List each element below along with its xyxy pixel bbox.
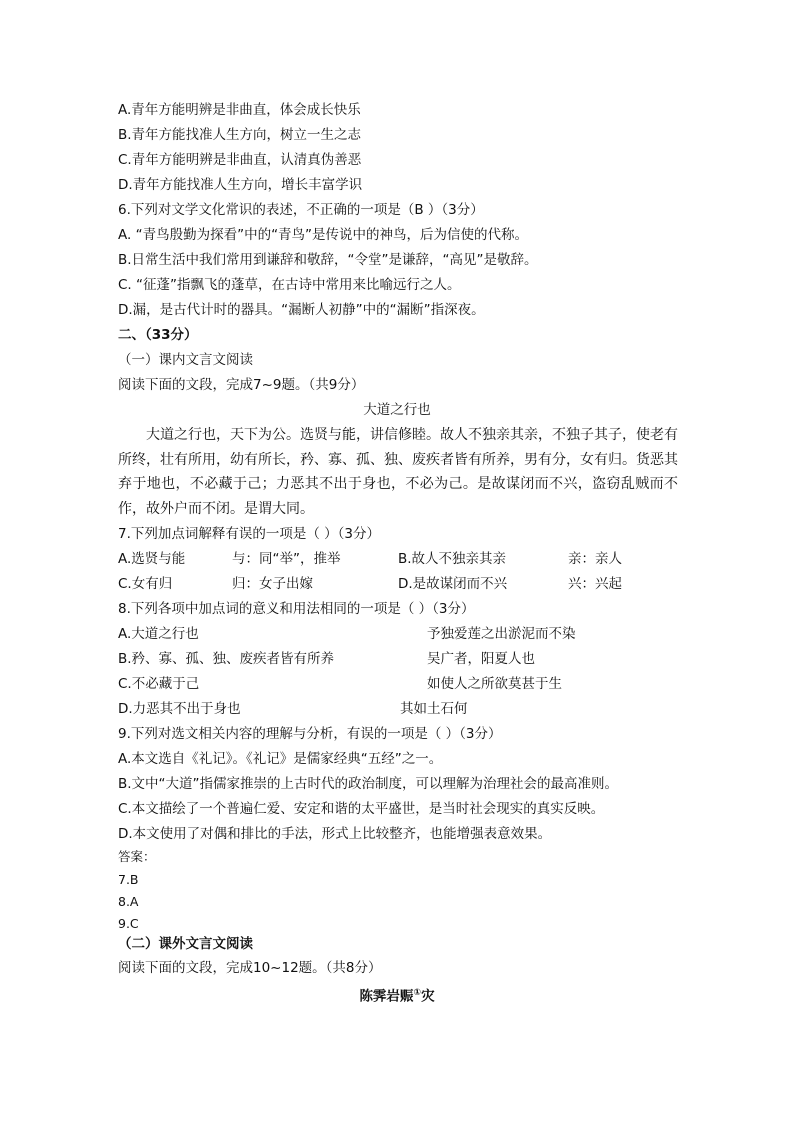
q9-option-b: B.文中“大道”指儒家推崇的上古时代的政治制度，可以理解为治理社会的最高准则。: [118, 776, 619, 792]
answer-7: 7.B: [118, 872, 139, 887]
q7-option-d-gloss: 兴：兴起: [568, 576, 622, 592]
q7-option-c-gloss: 归：女子出嫁: [232, 576, 313, 592]
section2-instruction: 阅读下面的文段，完成7~9题。（共9分）: [118, 377, 365, 393]
section2-sub2-heading: （二）课外文言文阅读: [118, 936, 253, 952]
q8-option-b-right: 吴广者，阳夏人也: [427, 651, 535, 667]
q6-stem: 6.下列对文学文化常识的表述，不正确的一项是（B ）（3分）: [118, 202, 484, 218]
q8-option-c-left: C.不必藏于己: [118, 676, 200, 692]
q9-stem: 9.下列对选文相关内容的理解与分析，有误的一项是（ ）（3分）: [118, 726, 502, 742]
section2-sub1: （一）课内文言文阅读: [118, 352, 253, 368]
q7-option-b-gloss: 亲：亲人: [568, 551, 622, 567]
passage-title: 大道之行也: [363, 402, 431, 418]
q7-option-d: D.是故谋闭而不兴: [398, 576, 508, 592]
answer-8: 8.A: [118, 894, 139, 909]
q6-option-a: A. “青鸟殷勤为探看”中的“青鸟”是传说中的神鸟，后为信使的代称。: [118, 227, 529, 243]
q7-option-c: C.女有归: [118, 576, 173, 592]
q8-option-d-right: 其如土石何: [400, 701, 468, 717]
passage2-title: [0, 984, 794, 1006]
q9-option-a: A.本文选自《礼记》。《礼记》是儒家经典“五经”之一。: [118, 751, 443, 767]
q9-option-c: C.本文描绘了一个普遍仁爱、安定和谐的太平盛世，是当时社会现实的真实反映。: [118, 801, 605, 817]
footnote-marker: ①: [413, 988, 422, 998]
q6-option-c: C. “征蓬”指飘飞的蓬草，在古诗中常用来比喻远行之人。: [118, 277, 461, 293]
q6-option-d: D.漏，是古代计时的器具。“漏断人初静”中的“漏断”指深夜。: [118, 302, 485, 318]
passage2-title-part2: 灾: [421, 988, 435, 1005]
q5-option-d: D.青年方能找准人生方向，增长丰富学识: [118, 177, 363, 193]
q5-option-b: B.青年方能找准人生方向，树立一生之志: [118, 127, 362, 143]
q8-option-b-left: B.矜、寡、孤、独、废疾者皆有所养: [118, 651, 335, 667]
q8-option-c-right: 如使人之所欲莫甚于生: [427, 676, 562, 692]
q9-option-d: D.本文使用了对偶和排比的手法，形式上比较整齐，也能增强表意效果。: [118, 826, 552, 842]
section2-sub2-instruction: 阅读下面的文段，完成10~12题。（共8分）: [118, 960, 382, 976]
q8-option-a-right: 予独爱莲之出淤泥而不染: [427, 626, 576, 642]
q8-stem: 8.下列各项中加点词的意义和用法相同的一项是（ ）（3分）: [118, 601, 475, 617]
q5-option-c: C.青年方能明辨是非曲直，认清真伪善恶: [118, 152, 362, 168]
section2-heading: 二、（33分）: [118, 327, 198, 343]
q6-option-b: B.日常生活中我们常用到谦辞和敬辞，“令堂”是谦辞，“高见”是敬辞。: [118, 252, 538, 268]
q7-stem: 7.下列加点词解释有误的一项是（ ）（3分）: [118, 526, 381, 542]
q8-option-d-left: D.力恶其不出于身也: [118, 701, 241, 717]
q5-option-a: A.青年方能明辨是非曲直，体会成长快乐: [118, 102, 361, 118]
answer-9: 9.C: [118, 916, 139, 931]
passage2-title-part1: 陈霁岩赈: [359, 988, 414, 1005]
passage-body: 大道之行也，天下为公。选贤与能，讲信修睦。故人不独亲其亲，不独子其子，使老有所终，壮有所用，幼有所长，矜、寡、孤、独、废疾者皆有所养，男有分，女有归。货恶其弃于地也，不必藏于己；力恶其不出于身也，不必为己。是故谋闭而不兴，盗窃乱贼而不作，故外户而不闭。是谓大同。: [118, 427, 678, 518]
q8-option-a-left: A.大道之行也: [118, 626, 199, 642]
q7-option-b: B.故人不独亲其亲: [398, 551, 507, 567]
q7-option-a: A.选贤与能: [118, 551, 186, 567]
answers-label: 答案：: [118, 849, 156, 864]
q7-option-a-gloss: 与：同“举”，推举: [232, 551, 341, 567]
